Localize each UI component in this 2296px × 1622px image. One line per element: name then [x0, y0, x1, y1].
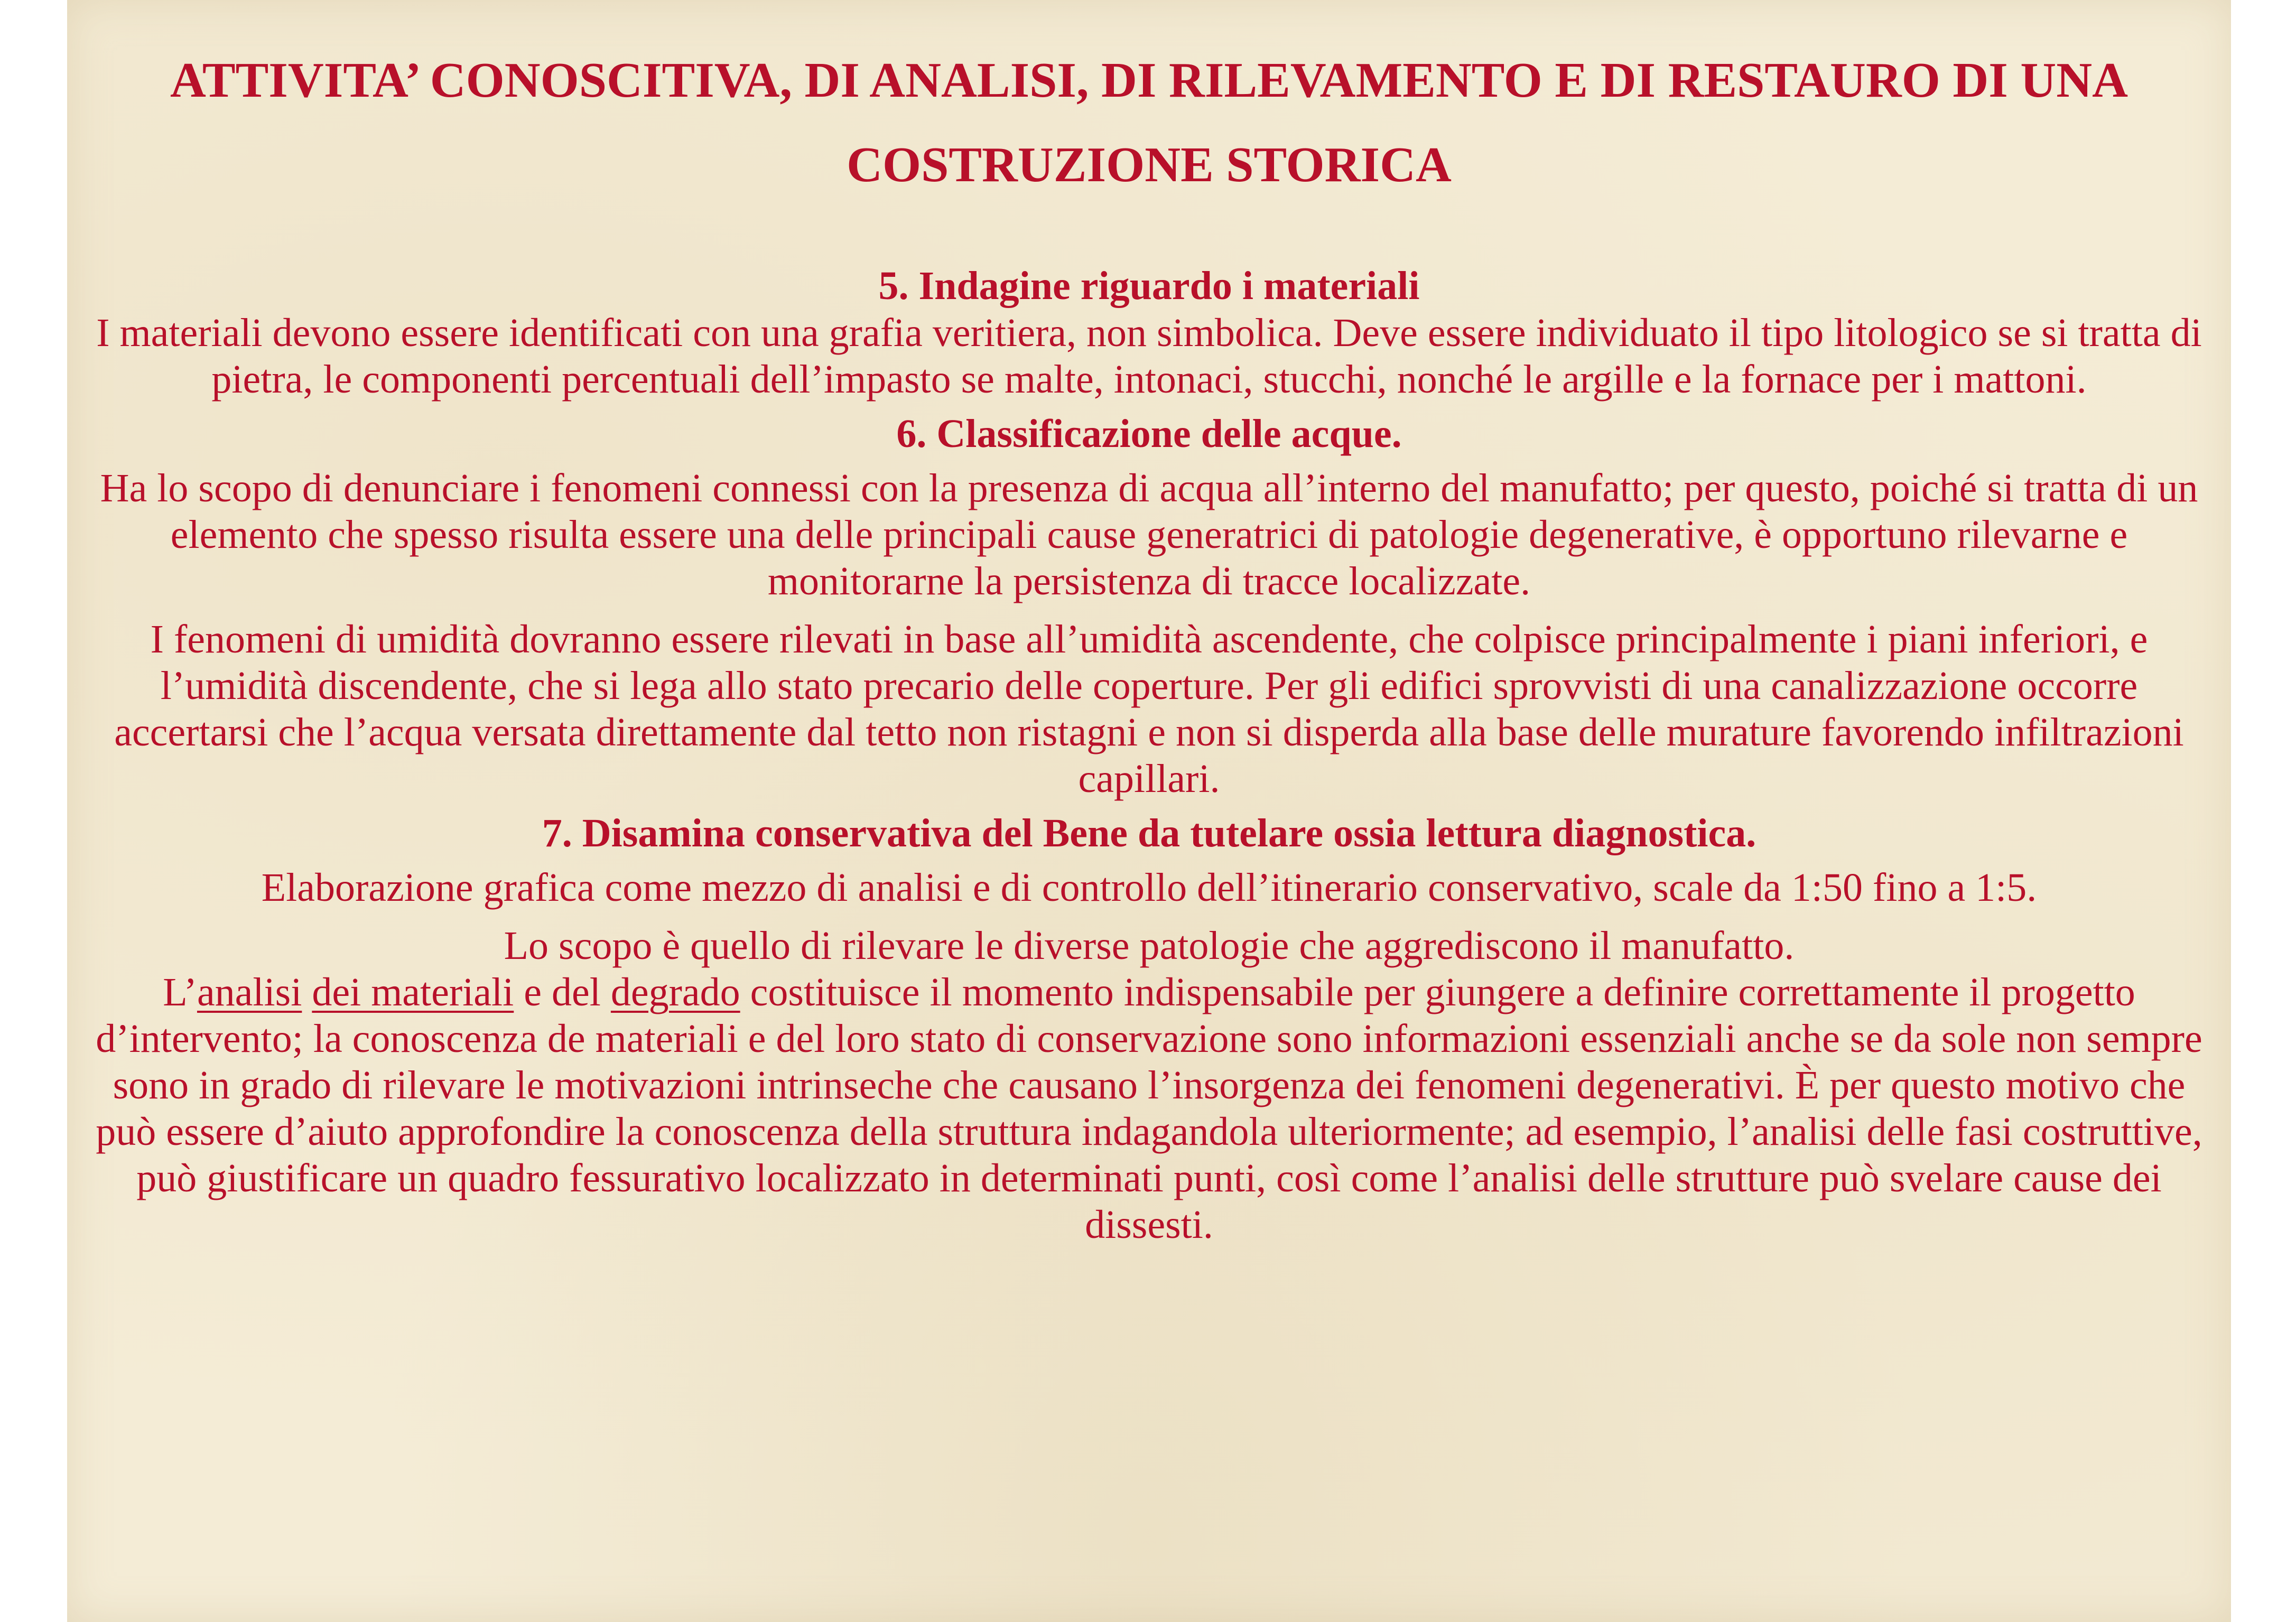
section-7-paragraph-2: Lo scopo è quello di rilevare le diverse patologie che aggrediscono il manufatto.: [504, 924, 1795, 968]
section-7-paragraph-3: [83, 969, 2215, 1248]
underlined-degrado: degrado: [610, 970, 740, 1014]
final-prefix: L’: [163, 970, 197, 1014]
section-6-paragraph-1: Ha lo scopo di denunciare i fenomeni connessi con la presenza di acqua all’interno del manufatto; per questo, poiché si tratta di un elemento che spesso risulta essere una delle principali cause generatrici di patologie degenerative, è opportuno rilevarne e monitorarne la persistenza di tracce localizzate.: [100, 466, 2198, 603]
final-mid: e del: [514, 970, 611, 1014]
section-5-paragraph: I materiali devono essere identificati con una grafia veritiera, non simbolica. Deve essere individuato il tipo litologico se si tratta di pietra, le componenti percentuali dell’impasto se malte, intonaci, stucchi, nonché le argille e la fornace per i mattoni.: [96, 311, 2202, 402]
section-6-paragraph-2: I fenomeni di umidità dovranno essere rilevati in base all’umidità ascendente, che colpisce principalmente i piani inferiori, e l’umidità discendente, che si lega allo stato precario delle coperture. Per gli edifici sprovvisti di una canalizzazione occorre accertarsi che l’acqua versata direttamente dal tetto non ristagni e non si disperda alla base delle murature favorendo infiltrazioni capillari.: [114, 617, 2184, 801]
underlined-analisi: analisi: [197, 970, 302, 1014]
slide-content: [83, 0, 2215, 1248]
section-7-heading: 7. Disamina conservativa del Bene da tutelare ossia lettura diagnostica.: [542, 811, 1756, 855]
page-title: ATTIVITA’ CONOSCITIVA, DI ANALISI, DI RILEVAMENTO E DI RESTAURO DI UNA COSTRUZIONE STORICA: [170, 53, 2128, 192]
final-space: [302, 970, 312, 1014]
slide-page: [67, 0, 2231, 1622]
underlined-dei-materiali: dei materiali: [312, 970, 514, 1014]
section-6-heading: 6. Classificazione delle acque.: [896, 412, 1402, 456]
section-7-paragraph-1: Elaborazione grafica come mezzo di analisi e di controllo dell’itinerario conservativo, scale da 1:50 fino a 1:5.: [261, 865, 2037, 910]
final-rest: costituisce il momento indispensabile per giungere a definire correttamente il progetto d’intervento; la conoscenza de materiali e del loro stato di conservazione sono informazioni essenziali anche se da sole non sempre sono in grado di rilevare le motivazioni intrinseche che causano l’insorgenza dei fenomeni degenerativi. È per questo motivo che può essere d’aiuto approfondire la conoscenza della struttura indagandola ulteriormente; ad esempio, l’analisi delle fasi costruttive, può giustificare un quadro fessurativo localizzato in determinati punti, così come l’analisi delle strutture può svelare cause dei dissesti.: [96, 970, 2202, 1247]
section-5-heading: 5. Indagine riguardo i materiali: [878, 264, 1420, 308]
